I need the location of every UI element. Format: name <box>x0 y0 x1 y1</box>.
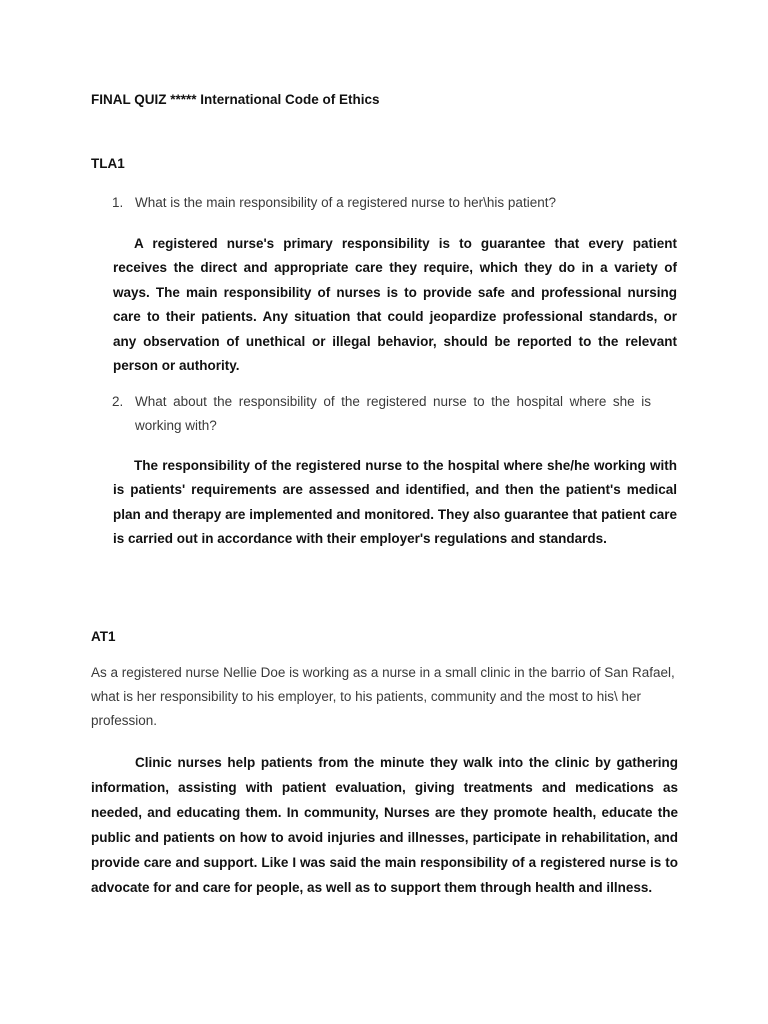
question-number: 1. <box>112 195 124 210</box>
section-heading-tla1: TLA1 <box>91 156 125 171</box>
document-title: FINAL QUIZ ***** International Code of Ethics <box>91 92 380 107</box>
scenario-answer: Clinic nurses help patients from the minute they walk into the clinic by gathering information, assisting with patient evaluation, giving treatments and medications as needed, and educating them. In community, Nurses are they promote health, educate the public and patients on how to avoid injuries and illnesses, participate in rehabilitation, and provide care and support. Like I was said the main responsibility of a registered nurse is to advocate for and care for people, as well as to support them through health and illness. <box>91 755 678 895</box>
answer-1: A registered nurse's primary responsibility is to guarantee that every patient receives the direct and appropriate care they require, which they do in a variety of ways. The main responsibility of nurses is to provide safe and professional nursing care to their patients. Any situation that could jeopardize professional standards, or any observation of unethical or illegal behavior, should be reported to the relevant person or authority. <box>113 236 677 374</box>
question-text: What is the main responsibility of a registered nurse to her\his patient? <box>135 195 556 210</box>
answer-2: The responsibility of the registered nurse to the hospital where she/he working with is patients' requirements are assessed and identified, and then the patient's medical plan and therapy are implemented and monitored. They also guarantee that patient care is carried out in accordance with their employer's regulations and standards. <box>113 458 677 547</box>
question-1 <box>91 191 651 215</box>
section-heading-at1: AT1 <box>91 629 116 644</box>
question-2 <box>91 390 651 438</box>
question-text: What about the responsibility of the registered nurse to the hospital where she is working with? <box>135 394 651 433</box>
question-number: 2. <box>112 394 124 409</box>
scenario-prompt: As a registered nurse Nellie Doe is working as a nurse in a small clinic in the barrio of San Rafael, what is her responsibility to his employer, to his patients, community and the most to his\ her profession. <box>91 665 675 728</box>
